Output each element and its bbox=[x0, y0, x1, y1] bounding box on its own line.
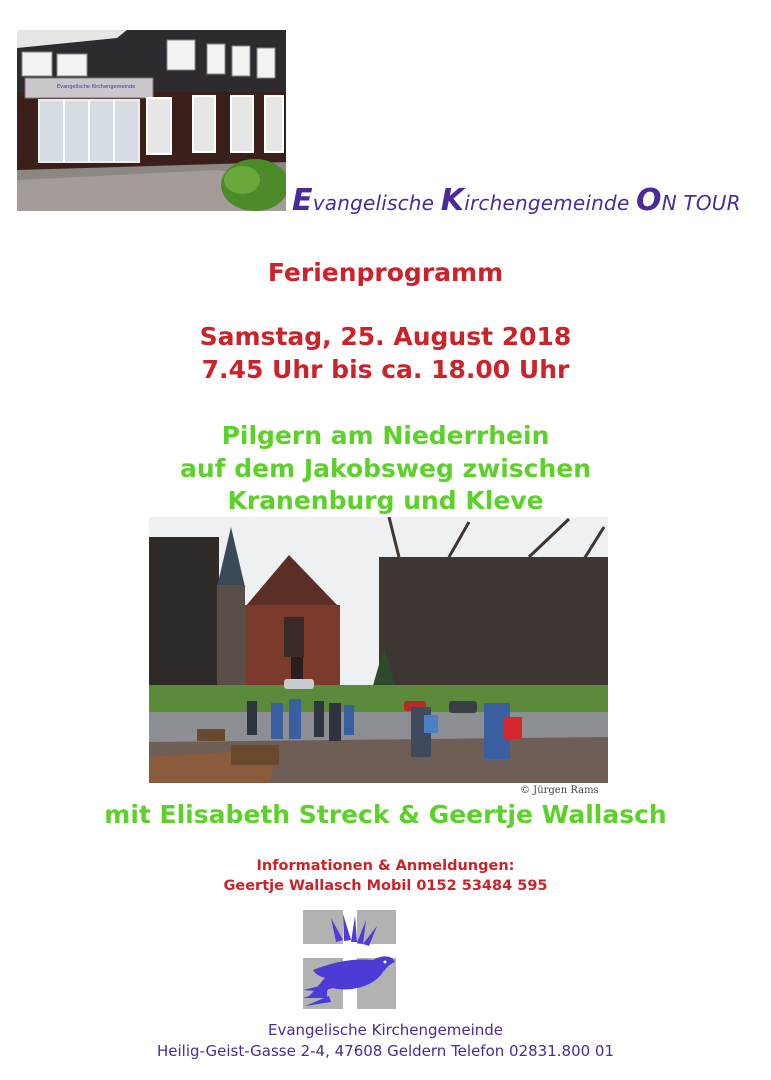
pilgrim-walk-photo bbox=[149, 517, 608, 783]
topic-line: Pilgern am Niederrhein bbox=[221, 421, 550, 450]
photo-credit: © Jürgen Rams bbox=[520, 785, 599, 796]
info-heading: Informationen & Anmeldungen: bbox=[256, 858, 515, 874]
event-date: Samstag, 25. August 2018 bbox=[199, 322, 572, 351]
topic-line: auf dem Jakobsweg zwischen bbox=[179, 454, 592, 483]
banner-part: irchengemeinde bbox=[464, 191, 637, 215]
banner-part: E bbox=[292, 183, 313, 218]
event-time: 7.45 Uhr bis ca. 18.00 Uhr bbox=[201, 355, 570, 384]
banner-part: K bbox=[440, 183, 465, 218]
program-subtitle: Ferienprogramm bbox=[267, 258, 504, 287]
footer-org: Evangelische Kirchengemeinde bbox=[267, 1021, 504, 1039]
church-building-photo bbox=[17, 30, 286, 211]
banner-part: vangelische bbox=[312, 191, 441, 215]
banner-title bbox=[292, 183, 767, 223]
dove-icon bbox=[303, 910, 396, 1009]
event-leaders: mit Elisabeth Streck & Geertje Wallasch bbox=[104, 800, 667, 829]
banner-part: O bbox=[636, 183, 662, 218]
info-contact: Geertje Wallasch Mobil 0152 53484 595 bbox=[223, 878, 548, 894]
footer-address: Heilig-Geist-Gasse 2-4, 47608 Geldern Telefon 02831.800 01 bbox=[156, 1042, 615, 1060]
topic-line: Kranenburg und Kleve bbox=[227, 486, 544, 515]
building-sign: Evangelische Kirchengemeinde bbox=[57, 84, 136, 90]
banner-part: N TOUR bbox=[661, 191, 741, 215]
